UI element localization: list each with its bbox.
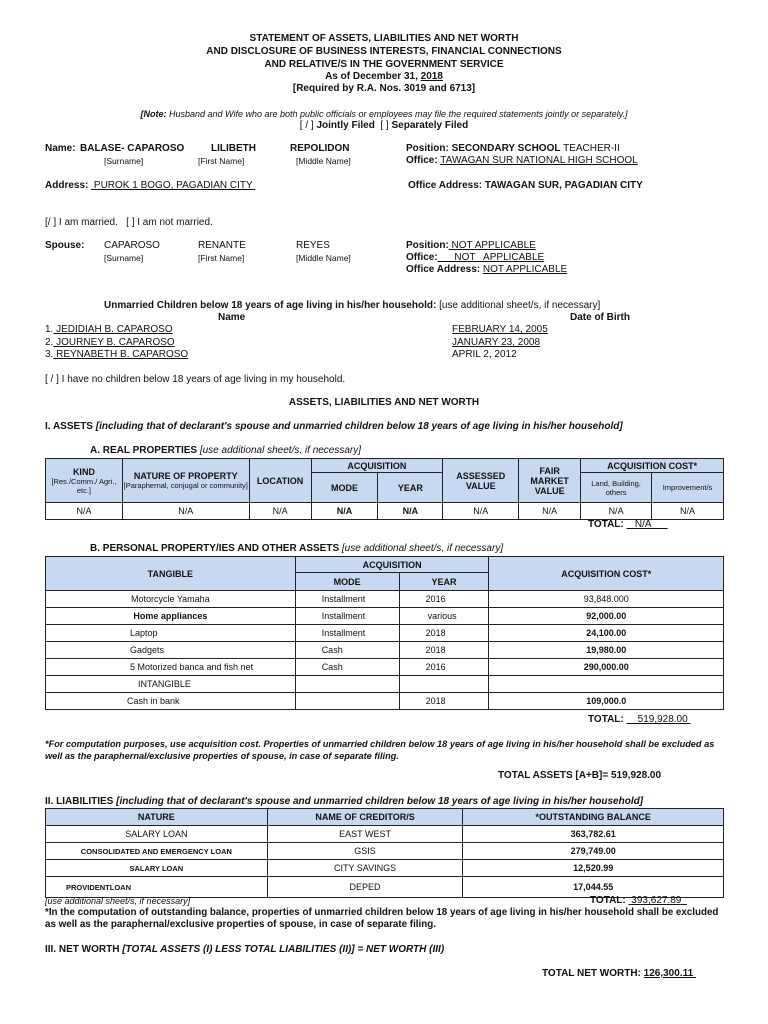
jointly-checkbox[interactable]: [ / ] — [299, 120, 314, 131]
position-value-rest: TEACHER-II — [560, 143, 620, 154]
no-children-statement: [ / ] I have no children below 18 years of age living in my household. — [45, 374, 346, 385]
spouse-surname-caption: [Surname] — [104, 253, 144, 263]
child-name: REYNABETH B. CAPAROSO — [53, 349, 189, 360]
table-row — [46, 642, 724, 659]
total-label: TOTAL: — [588, 519, 624, 530]
kind-header-label: KIND — [72, 466, 95, 477]
spouse-office-value: NOT APPLICABLE — [437, 252, 545, 263]
balance-cell: 279,749.00 — [463, 843, 724, 860]
spouse-office-address-value: NOT APPLICABLE — [482, 264, 568, 275]
doc-required: [Required by R.A. Nos. 3019 and 6713] — [292, 83, 476, 94]
child-dob: APRIL 2, 2012 — [452, 349, 517, 360]
spouse-office — [406, 252, 544, 263]
table-cell: N/A — [443, 503, 519, 520]
note — [0, 109, 768, 119]
total-label: TOTAL: — [588, 714, 624, 725]
item-cell: Laptop — [46, 625, 296, 642]
spouse-surname: CAPAROSO — [104, 240, 160, 251]
liabilities-heading — [45, 796, 643, 807]
net-worth-heading — [45, 944, 444, 955]
children-name-header: Name — [218, 312, 246, 323]
table-row — [46, 659, 724, 676]
declarant-middle-name: REPOLIDON — [290, 143, 350, 154]
year-cell: 2018 — [399, 693, 489, 710]
real-properties-note: [use additional sheet/s, if necessary] — [197, 445, 362, 456]
table-cell: N/A — [378, 503, 443, 520]
jointly-label: Jointly Filed — [316, 120, 375, 131]
spouse-middle-caption: [Middle Name] — [296, 253, 351, 263]
section-title: ASSETS, LIABILITIES AND NET WORTH — [288, 397, 480, 408]
separately-label: Separately Filed — [391, 120, 469, 131]
real-properties-title — [90, 445, 361, 456]
office-address: Office Address: TAWAGAN SUR, PAGADIAN CITY — [408, 180, 643, 191]
position-label: Position: — [406, 143, 449, 154]
nature-cell: SALARY LOAN — [46, 860, 268, 877]
table-cell: N/A — [519, 503, 581, 520]
separately-checkbox[interactable]: [ ] — [380, 120, 389, 131]
year-header: YEAR — [399, 573, 489, 591]
office-label: Office: — [406, 155, 438, 166]
table-row — [46, 503, 724, 520]
filing-type — [0, 120, 768, 131]
spouse-office-address-label: Office Address: — [406, 264, 481, 275]
creditor-cell: GSIS — [267, 843, 463, 860]
mode-cell: Cash — [295, 642, 399, 659]
mode-cell: Installment — [295, 591, 399, 608]
nature-header-label: NATURE OF PROPERTY — [133, 471, 238, 481]
item-cell: INTANGIBLE — [46, 676, 296, 693]
name-label: Name: — [45, 143, 76, 154]
liabilities-heading-prefix: II. LIABILITIES — [45, 796, 117, 807]
spouse-office-label: Office: — [406, 252, 438, 263]
spouse-first-name: RENANTE — [198, 240, 246, 251]
assessed-value-header: ASSESSED VALUE — [443, 459, 519, 503]
personal-properties-table — [45, 556, 724, 710]
fair-market-value-header: FAIR MARKET VALUE — [519, 459, 581, 503]
child-row — [45, 324, 173, 335]
nature-header: NATURE — [46, 809, 268, 826]
table-cell: N/A — [652, 503, 724, 520]
position-value-bold: SECONDARY SCHOOL — [451, 143, 561, 154]
item-cell: Gadgets — [46, 642, 296, 659]
note-prefix: [Note: — [140, 109, 167, 119]
spouse-position — [406, 240, 536, 251]
spouse-first-caption: [First Name] — [198, 253, 245, 263]
acquisition-cost-header: ACQUISITION COST* — [581, 459, 724, 473]
location-header: LOCATION — [249, 459, 311, 503]
net-worth-heading-prefix: III. NET WORTH — [45, 944, 123, 955]
table-row — [46, 860, 724, 877]
real-properties-title-text: A. REAL PROPERTIES — [90, 445, 198, 456]
assets-heading — [45, 421, 623, 432]
liabilities-total — [590, 895, 687, 906]
cost-cell: 24,100.00 — [489, 625, 724, 642]
year-header: YEAR — [378, 473, 443, 503]
total-net-worth — [542, 968, 696, 979]
declarant-surname: BALASE- CAPAROSO — [80, 143, 185, 154]
address-value: PUROK 1 BOGO, PAGADIAN CITY — [91, 180, 256, 191]
total-value: 519,928.00 — [626, 714, 691, 725]
cost-cell: 93,848.000 — [489, 591, 724, 608]
net-worth-heading-note: [TOTAL ASSETS (I) LESS TOTAL LIABILITIES (II)] = NET WORTH (III) — [122, 944, 445, 955]
real-properties-table — [45, 458, 724, 520]
year-cell: 2018 — [399, 625, 489, 642]
improvement-header: Improvement/s — [652, 473, 724, 503]
cost-cell: 109,000.0 — [489, 693, 724, 710]
office-value: TAWAGAN SUR NATIONAL HIGH SCHOOL — [440, 155, 638, 166]
table-row — [46, 843, 724, 860]
year-cell: 2016 — [399, 591, 489, 608]
nature-cell: CONSOLIDATED AND EMERGENCY LOAN — [46, 843, 268, 860]
table-row — [46, 693, 724, 710]
balance-cell: 363,782.61 — [463, 826, 724, 843]
child-num: 1. — [45, 324, 54, 335]
child-name: JEDIDIAH B. CAPAROSO — [53, 324, 173, 335]
nature-cell: SALARY LOAN — [46, 826, 268, 843]
tangible-header: TANGIBLE — [46, 557, 296, 591]
married-checkbox[interactable]: [/ ] I am married. — [45, 217, 118, 228]
personal-properties-title-text: B. PERSONAL PROPERTY/IES AND OTHER ASSETS — [90, 543, 340, 554]
address-label: Address: — [45, 180, 89, 191]
year-cell — [399, 676, 489, 693]
children-title-note: [use additional sheet/s, if necessary] — [436, 300, 601, 311]
personal-properties-note: [use additional sheet/s, if necessary] — [339, 543, 504, 554]
mode-cell: Installment — [295, 608, 399, 625]
personal-properties-total — [588, 714, 690, 725]
mode-cell: Installment — [295, 625, 399, 642]
cost-cell: 92,000.00 — [489, 608, 724, 625]
children-dob-header: Date of Birth — [570, 312, 630, 323]
spouse-position-label: Position: — [406, 240, 449, 251]
creditor-header: NAME OF CREDITOR/S — [267, 809, 463, 826]
total-assets: TOTAL ASSETS [A+B]= 519,928.00 — [498, 770, 662, 781]
children-title — [104, 300, 600, 311]
acquisition-header: ACQUISITION — [311, 459, 443, 473]
cost-cell: 290,000.00 — [489, 659, 724, 676]
child-dob: JANUARY 23, 2008 — [452, 337, 541, 348]
table-cell: N/A — [46, 503, 123, 520]
spouse-label: Spouse: — [45, 240, 85, 251]
first-name-caption: [First Name] — [198, 156, 245, 166]
mode-cell — [295, 693, 399, 710]
item-cell: Home appliances — [46, 608, 296, 625]
net-worth-value: 126,300.11 — [643, 968, 696, 979]
acquisition-header: ACQUISITION — [295, 557, 489, 573]
doc-title-line1: STATEMENT OF ASSETS, LIABILITIES AND NET WORTH — [249, 33, 519, 44]
child-row — [45, 337, 175, 348]
spouse-position-value: NOT APPLICABLE — [448, 240, 536, 251]
liabilities-footnote: *In the computation of outstanding balance, properties of unmarried children below 18 years of age living in his/her household shall be excluded as well as the paraphernal/exclusive properties of spouse, in case of separate filing. — [45, 907, 719, 930]
personal-properties-title — [90, 543, 503, 554]
doc-title-line2: AND DISCLOSURE OF BUSINESS INTERESTS, FINANCIAL CONNECTIONS — [206, 46, 562, 57]
item-cell: Motorcycle Yamaha — [46, 591, 296, 608]
table-row — [46, 591, 724, 608]
acquisition-cost-header: ACQUISITION COST* — [489, 557, 724, 591]
total-value: N/A — [626, 519, 668, 530]
assets-heading-note: [including that of declarant's spouse and unmarried children below 18 years of age living in his/her household] — [95, 421, 623, 432]
nature-cell: PROVIDENTLOAN — [46, 877, 268, 898]
middle-name-caption: [Middle Name] — [296, 156, 351, 166]
table-cell: N/A — [311, 503, 378, 520]
creditor-cell: DEPED — [267, 877, 463, 898]
total-value: 393,627.89 — [628, 895, 687, 906]
spouse-middle-name: REYES — [296, 240, 330, 251]
cost-cell: 19,980.00 — [489, 642, 724, 659]
table-row — [46, 676, 724, 693]
note-text: Husband and Wife who are both public officials or employees may file the required statements jointly or separately.] — [166, 109, 628, 119]
table-row — [46, 625, 724, 642]
kind-header — [46, 459, 123, 503]
balance-cell: 12,520.99 — [463, 860, 724, 877]
total-label: TOTAL: — [590, 895, 626, 906]
liabilities-table — [45, 808, 724, 898]
balance-header: *OUTSTANDING BALANCE — [463, 809, 724, 826]
creditor-cell: EAST WEST — [267, 826, 463, 843]
child-row — [45, 349, 188, 360]
not-married-checkbox[interactable]: [ ] I am not married. — [126, 217, 213, 228]
child-dob: FEBRUARY 14, 2005 — [452, 324, 548, 335]
table-row — [46, 826, 724, 843]
nature-header — [122, 459, 249, 503]
item-cell: Cash in bank — [46, 693, 296, 710]
assets-footnote: *For computation purposes, use acquisition cost. Properties of unmarried children below 18 years of age living in his/her household shall be excluded as well as the paraphernal/exclusive properties of spouse, in case of separate filing. — [45, 739, 715, 761]
table-cell: N/A — [122, 503, 249, 520]
item-cell: 5 Motorized banca and fish net — [46, 659, 296, 676]
mode-header: MODE — [295, 573, 399, 591]
table-row — [46, 608, 724, 625]
creditor-cell: CITY SAVINGS — [267, 860, 463, 877]
table-cell: N/A — [249, 503, 311, 520]
child-num: 3. — [45, 349, 54, 360]
liabilities-sheet-note: [use additional sheet/s, if necessary] — [45, 896, 191, 906]
year-cell: 2016 — [399, 659, 489, 676]
nature-header-sub: [Paraphernal, conjugal or community] — [123, 481, 248, 490]
year-cell: various — [399, 608, 489, 625]
spouse-office-address — [406, 264, 567, 275]
mode-cell: Cash — [295, 659, 399, 676]
land-header: Land, Building, others — [581, 473, 652, 503]
declarant-office — [406, 155, 638, 166]
surname-caption: [Surname] — [104, 156, 144, 166]
child-num: 2. — [45, 337, 54, 348]
children-title-bold: Unmarried Children below 18 years of age living in his/her household: — [104, 300, 437, 311]
kind-header-sub: [Res./Comm./ Agri., etc.] — [51, 476, 117, 495]
cost-cell — [489, 676, 724, 693]
net-worth-label: TOTAL NET WORTH: — [542, 968, 644, 979]
declarant-address — [45, 180, 255, 191]
mode-header: MODE — [311, 473, 378, 503]
child-name: JOURNEY B. CAPAROSO — [53, 337, 175, 348]
liabilities-heading-note: [including that of declarant's spouse and unmarried children below 18 years of age living in his/her household] — [116, 796, 644, 807]
real-properties-total — [588, 519, 668, 530]
year-cell: 2018 — [399, 642, 489, 659]
doc-title-line3: AND RELATIVE/S IN THE GOVERNMENT SERVICE — [264, 59, 504, 70]
declarant-position — [406, 143, 620, 154]
declarant-first-name: LILIBETH — [211, 143, 256, 154]
marital-status — [45, 217, 213, 228]
assets-heading-prefix: I. ASSETS — [45, 421, 96, 432]
balance-cell: 17,044.55 — [463, 877, 724, 898]
table-cell: N/A — [581, 503, 652, 520]
doc-asof — [0, 71, 768, 82]
asof-year: 2018 — [420, 71, 443, 82]
asof-prefix: As of December 31, — [325, 71, 421, 82]
mode-cell — [295, 676, 399, 693]
